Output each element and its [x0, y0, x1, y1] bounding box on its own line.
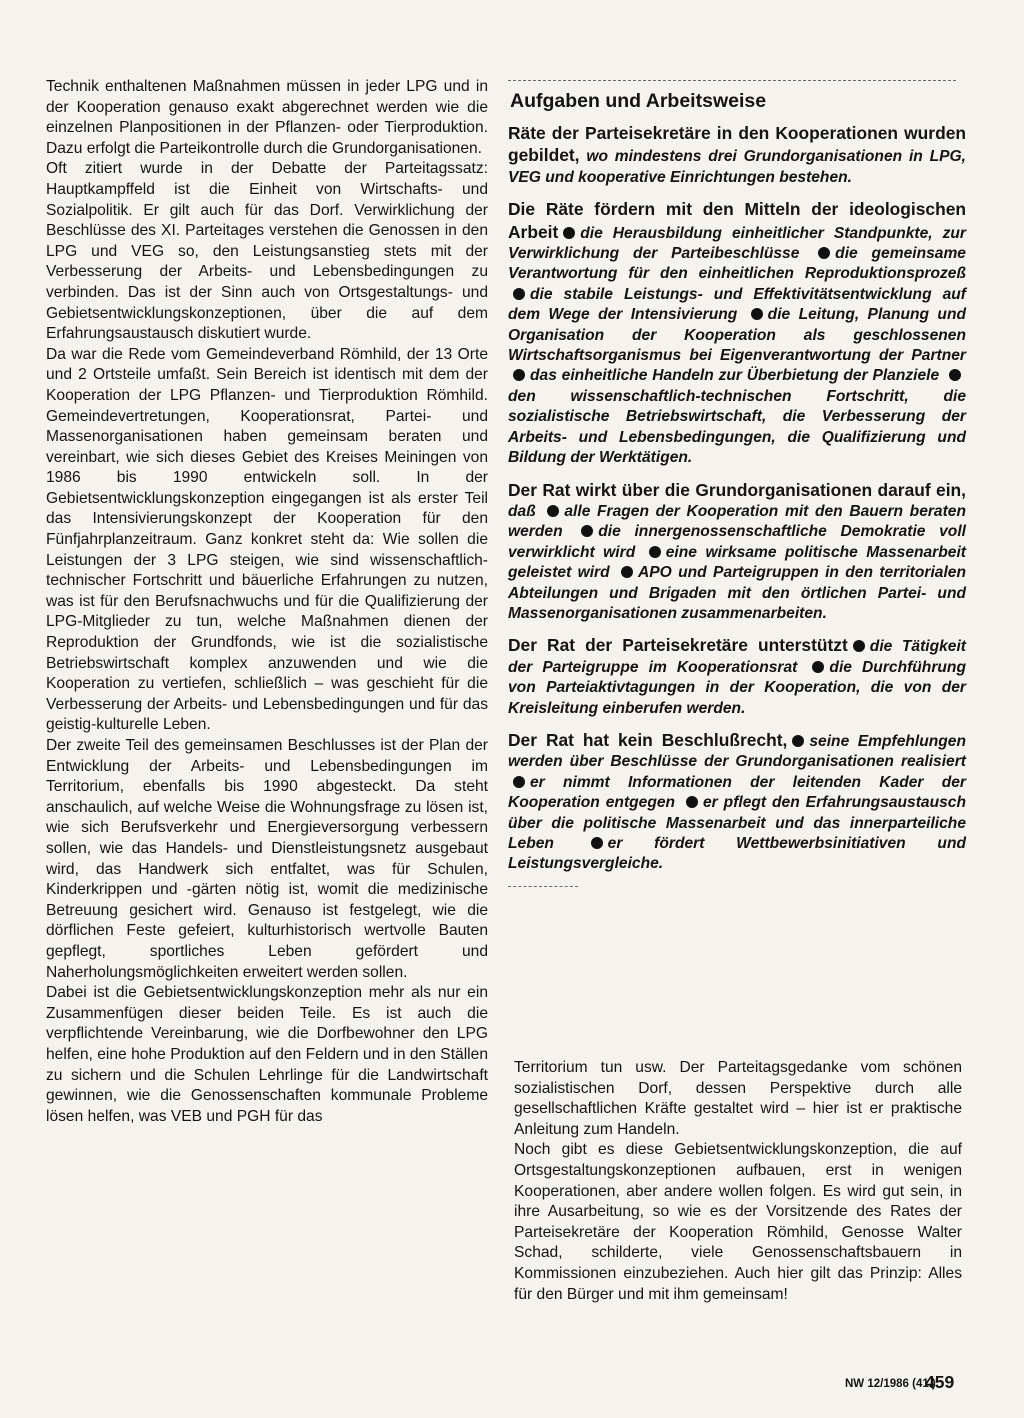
body-paragraph: Der zweite Teil des gemeinsamen Beschlusses ist der Plan der Entwicklung der Arbeits- und Lebensbedingungen im Territorium, ebenfalls bis 1990 abgesteckt. Da steht anschaulich, auf welche Weise die Wohnungsfrage zu lösen ist, wie sich Berufsverkehr und Energieversorgung verbessern sollen, wie das Handels- und Dienstleistungsnetz ausgebaut wird, das Handwerk sich entfaltet, was für Schulen, Kinderkrippen und -gärten nötig ist, womit die medizinische Betreuung gesichert wird. Genauso ist festgelegt, wie die dörflichen Feste gefeiert, kulturhistorisch wertvolle Bauten gepflegt, sportliches Leben gefördert und Naherholungsmöglichkeiten erweitert werden sollen. [46, 737, 488, 981]
box-item-part: die stabile Leistungs- und Effektivitätsentwicklung auf dem Wege der Intensivierung [508, 285, 966, 324]
box-bottom-rule [508, 886, 578, 887]
body-paragraph: Technik enthaltenen Maßnahmen müssen in jeder LPG und in der Kooperation genauso exakt abgerechnet werden wie die einzelnen Planpositionen in der Pflanzen- oder Tierproduktion. Dazu erfolgt die Parteikontrolle durch die Grundorganisationen. [46, 78, 488, 157]
bullet-dot-icon [581, 525, 593, 537]
bullet-dot-icon [591, 837, 603, 849]
bullet-dot-icon [792, 735, 804, 747]
box-item-part: die Durchführung von Parteiaktivtagungen in der Kooperation, die von der Kreisleitung einberufen werden. [508, 658, 966, 717]
box-item [508, 480, 966, 625]
box-item-lead: Die Räte fördern mit den Mitteln der ideologischen Arbeit [508, 199, 966, 242]
box-item-lead: Räte der Parteisekretäre in den Kooperationen wurden gebildet, [508, 123, 966, 166]
box-item-part: die Herausbildung einheitlicher Standpunkte, zur Verwirklichung der Parteibeschlüsse [508, 224, 966, 263]
box-item-part: er fördert Wettbewerbsinitiativen und Leistungsvergleiche. [508, 835, 966, 873]
body-paragraph: Oft zitiert wurde in der Debatte der Parteitagssatz: Hauptkampffeld ist die Einheit von Wirtschafts- und Sozialpolitik. Er gilt auch für das Dorf. Verwirklichung der Beschlüsse des XI. Parteitages verstehen die Genossen in den LPG und VEG so, den Leistungsanstieg stets mit der Verbesserung der Arbeits- und Lebensbedingungen zu verbinden. Das ist der Sinn auch von Ortsgestaltungs- und Gebietsentwicklungskonzeptionen, über die auf dem Erfahrungsaustausch diskutiert wurde. [46, 160, 488, 343]
box-item-part: er pflegt den Erfahrungsaustausch über die politische Massenarbeit und das innerparteiliche Leben [508, 794, 966, 852]
box-item-part: das einheitliche Handeln zur Überbietung der Planziele [530, 367, 944, 385]
box-item-part: eine wirksame politische Massenarbeit geleistet wird [508, 543, 966, 582]
box-item-part: den wissenschaftlich-technischen Fortschritt, die sozialistische Betriebswirtschaft, die Verbesserung der Arbeits- und Lebensbedingungen, die Qualifizierung und Bildung der Werktätigen. [508, 387, 966, 467]
box-item-part: die Leitung, Planung und Organisation der Kooperation als geschlossenen Wirtschaftsorganismus bei Eigenverantwortung der Partner [508, 306, 967, 365]
box-item [508, 635, 966, 719]
box-item-part: er nimmt Informationen der leitenden Kader der Kooperation entgegen [508, 773, 966, 812]
box-item-part: die innergenossenschaftliche Demokratie voll verwirklicht wird [508, 523, 966, 561]
box-item-lead: Der Rat wirkt über die Grundorganisationen darauf ein, [508, 479, 966, 500]
box-item [508, 199, 966, 468]
body-paragraph: Territorium tun usw. Der Parteitagsgedanke vom schönen sozialistischen Dorf, dessen Perspektive durch alle gesellschaftlichen Kräfte gestaltet wird – hier ist er praktische Anleitung zum Handeln. [514, 1059, 962, 1138]
page-number: 459 [925, 1372, 955, 1392]
bullet-dot-icon [751, 308, 763, 320]
box-top-rule [508, 80, 956, 81]
bullet-dot-icon [513, 288, 525, 300]
box-item-part: die gemeinsame Verantwortung für den einheitlichen Reproduktionsprozeß [508, 245, 966, 283]
bullet-dot-icon [818, 247, 830, 259]
box-item-lead: Der Rat hat kein Beschlußrecht, [508, 729, 788, 750]
bullet-dot-icon [513, 369, 525, 381]
bullet-dot-icon [949, 369, 961, 381]
issue-reference: NW 12/1986 (41.) [845, 1378, 936, 1390]
box-item-part: wo mindestens drei Grundorganisationen in LPG, VEG und kooperative Einrichtungen bestehen. [508, 148, 967, 186]
left-column [46, 77, 488, 1127]
box-item-part: alle Fragen der Kooperation mit den Bauern beraten werden [508, 502, 966, 541]
box-item [508, 730, 966, 875]
bullet-dot-icon [649, 546, 661, 558]
right-column-bottom [514, 1058, 962, 1305]
box-item-lead: Der Rat der Parteisekretäre unterstützt [508, 635, 848, 656]
box-item-part: die Tätigkeit der Parteigruppe im Kooperationsrat [508, 638, 966, 676]
box-item-part: daß [508, 502, 543, 520]
box-item [508, 123, 966, 188]
info-box [508, 80, 966, 887]
box-title: Aufgaben und Arbeitsweise [510, 90, 767, 112]
box-item-part: seine Empfehlungen werden über Beschlüsse der Grundorganisationen realisiert [508, 732, 966, 771]
bullet-dot-icon [563, 227, 575, 239]
body-paragraph: Noch gibt es diese Gebietsentwicklungskonzeption, die auf Ortsgestaltungskonzeptionen aufbauen, erst in wenigen Kooperationen, aber andere wollen folgen. Es wird gut sein, in ihre Ausarbeitung, so wie es der Vorsitzende des Rates der Parteisekretäre der Kooperation Römhild, Genosse Walter Schad, schilderte, viele Genossenschaftsbauern in Kommissionen einzubeziehen. Auch hier gilt das Prinzip: Alles für den Bürger und mit ihm gemeinsam! [514, 1141, 962, 1303]
bullet-dot-icon [547, 505, 559, 517]
bullet-dot-icon [513, 776, 525, 788]
body-paragraph: Dabei ist die Gebietsentwicklungskonzeption mehr als nur ein Zusammenfügen dieser beiden Teile. Es ist auch die verpflichtende Vereinbarung, wie die Dorfbewohner den LPG helfen, eine hohe Produktion auf den Feldern und in den Ställen zu sichern und die Schulen Lehrlinge für die Landwirtschaft gewinnen, wie die Genossenschaften kommunale Probleme lösen helfen, was VEB und PGH für das [46, 984, 488, 1125]
bullet-dot-icon [686, 796, 698, 808]
body-paragraph: Da war die Rede vom Gemeindeverband Römhild, der 13 Orte und 2 Ortsteile umfaßt. Sein Bereich ist identisch mit dem der Kooperation der LPG Pflanzen- und Tierproduktion Römhild. Gemeindevertretungen, Kooperationsrat, Partei- und Massenorganisationen haben gemeinsam beraten und vereinbart, wie sich dieses Gebiet des Kreises Meiningen von 1986 bis 1990 entwickeln soll. In der Gebietsentwicklungskonzeption eingegangen ist als erster Teil das Intensivierungskonzept der Kooperation für den Fünfjahrplanzeitraum. Ganz konkret steht da: Wie sollen die Leistungen der 3 LPG steigen, wie sind wissenschaftlich-technischer Fortschritt und bäuerliche Erfahrungen zu nutzen, was ist für den Berufsnachwuchs und für die Qualifizierung der LPG-Mitglieder zu tun, welche Maßnahmen dienen der Reproduktion der Grundfonds, wie ist die sozialistische Betriebswirtschaft komplex anzuwenden und wie die Kooperation zu vertiefen, schließlich – was geschieht für die Verbesserung der Arbeits- und Lebensbedingungen und für das geistig-kulturelle Leben. [46, 345, 488, 734]
bullet-dot-icon [621, 566, 633, 578]
bullet-dot-icon [812, 661, 824, 673]
box-item-part: APO und Parteigruppen in den territorialen Abteilungen und Brigaden mit den örtlichen Partei- und Massenorganisationen zusammenarbeiten. [508, 564, 966, 622]
box-items [508, 123, 966, 875]
bullet-dot-icon [853, 640, 865, 652]
